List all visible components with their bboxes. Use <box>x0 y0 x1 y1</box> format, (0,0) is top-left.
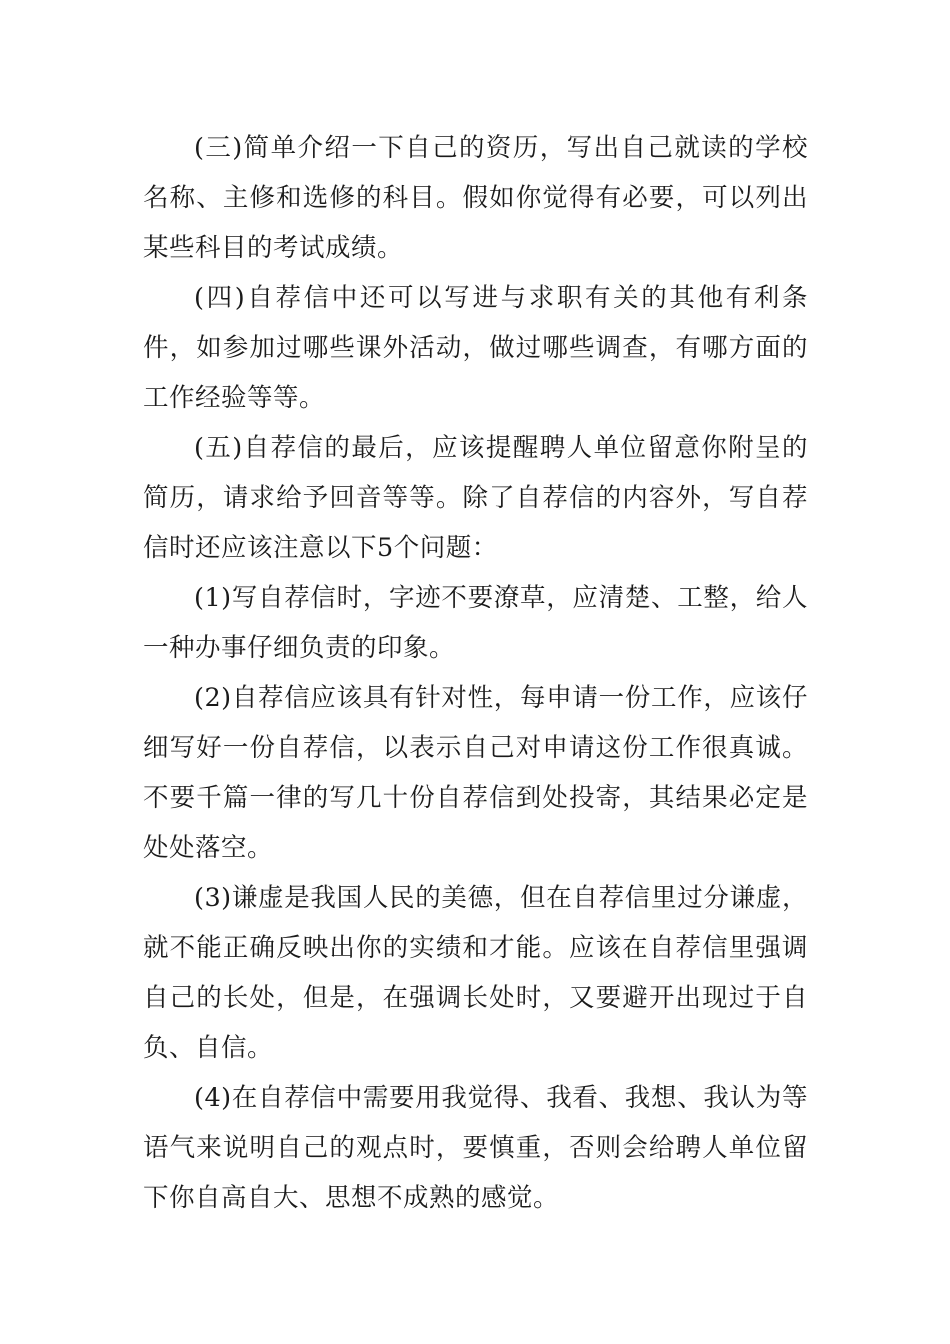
document-body <box>143 123 808 1223</box>
paragraph-issue-1: (1)写自荐信时，字迹不要潦草，应清楚、工整，给人一种办事仔细负责的印象。 <box>143 583 808 663</box>
paragraph-section-3: (三)简单介绍一下自己的资历，写出自己就读的学校名称、主修和选修的科目。假如你觉得有必要，可以列出某些科目的考试成绩。 <box>143 133 808 263</box>
paragraph-section-4: (四)自荐信中还可以写进与求职有关的其他有利条件，如参加过哪些课外活动，做过哪些调查，有哪方面的工作经验等等。 <box>143 283 808 413</box>
paragraph-issue-2: (2)自荐信应该具有针对性，每申请一份工作，应该仔细写好一份自荐信，以表示自己对申请这份工作很真诚。不要千篇一律的写几十份自荐信到处投寄，其结果必定是处处落空。 <box>143 683 808 863</box>
paragraph-section-5: (五)自荐信的最后，应该提醒聘人单位留意你附呈的简历，请求给予回音等等。除了自荐信的内容外，写自荐信时还应该注意以下5个问题： <box>143 433 808 563</box>
paragraph-issue-3: (3)谦虚是我国人民的美德，但在自荐信里过分谦虚，就不能正确反映出你的实绩和才能。应该在自荐信里强调自己的长处，但是，在强调长处时，又要避开出现过于自负、自信。 <box>143 883 808 1063</box>
paragraph-issue-4: (4)在自荐信中需要用我觉得、我看、我想、我认为等语气来说明自己的观点时，要慎重，否则会给聘人单位留下你自高自大、思想不成熟的感觉。 <box>143 1083 808 1213</box>
